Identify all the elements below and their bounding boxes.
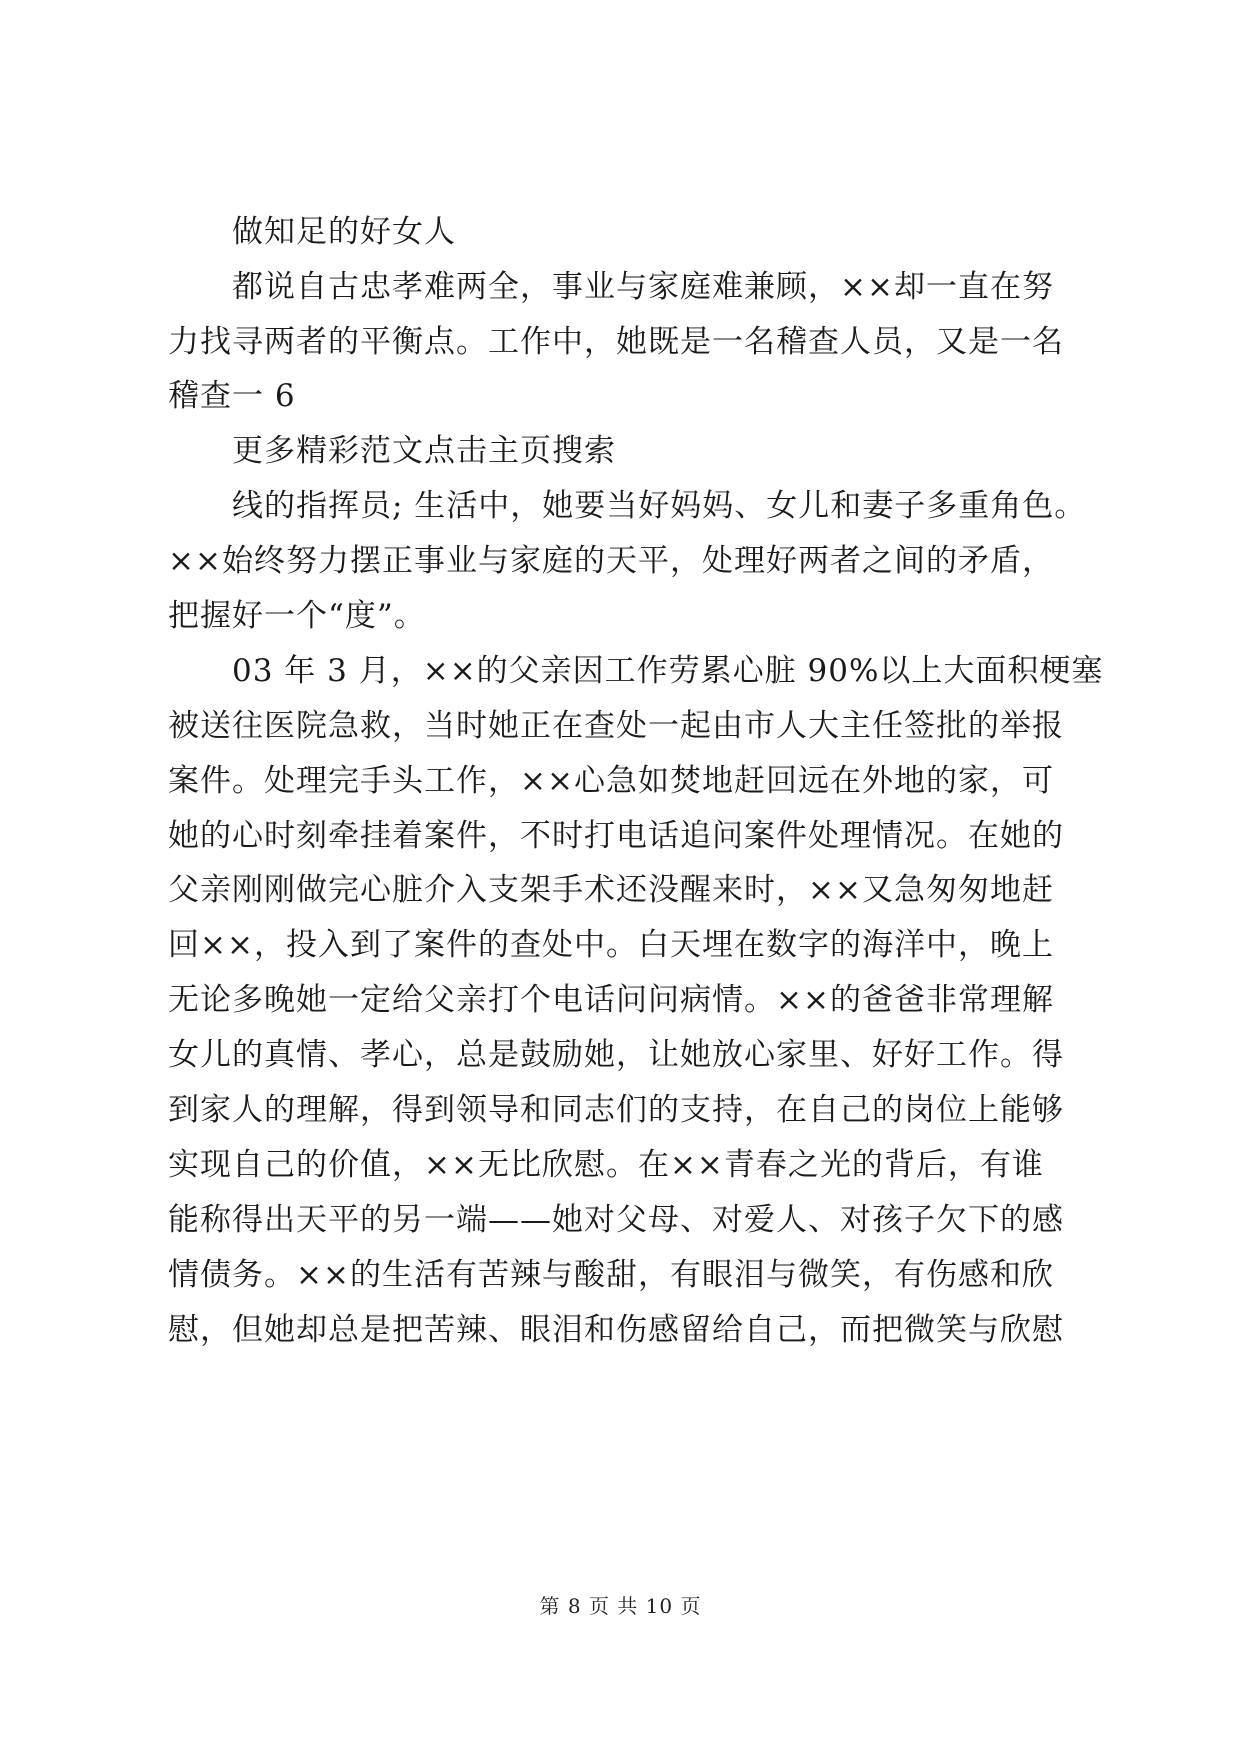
paragraph-4-line-6: 回××，投入到了案件的查处中。白天埋在数字的海洋中，晚上 [168,927,1054,963]
promo-line: 更多精彩范文点击主页搜索 [232,433,616,469]
paragraph-1-line-2: 力找寻两者的平衡点。工作中，她既是一名稽查人员，又是一名 [168,324,1064,360]
paragraph-4-line-7: 无论多晚她一定给父亲打个电话问问病情。××的爸爸非常理解 [168,982,1054,1018]
paragraph-4-line-1: 03 年 3 月，××的父亲因工作劳累心脏 90%以上大面积梗塞 [232,653,1104,689]
document-title: 做知足的好女人 [232,214,456,250]
paragraph-4-line-11: 能称得出天平的另一端——她对父母、对爱人、对孩子欠下的感 [168,1202,1064,1238]
paragraph-4-line-3: 案件。处理完手头工作，××心急如焚地赶回远在外地的家，可 [168,763,1054,799]
paragraph-4-line-4: 她的心时刻牵挂着案件，不时打电话追问案件处理情况。在她的 [168,818,1064,854]
paragraph-3-line-2: ××始终努力摆正事业与家庭的天平，处理好两者之间的矛盾， [168,543,1054,579]
paragraph-3-line-1: 线的指挥员; 生活中，她要当好妈妈、女儿和妻子多重角色。 [232,488,1087,524]
paragraph-4-line-9: 到家人的理解，得到领导和同志们的支持，在自己的岗位上能够 [168,1092,1064,1128]
paragraph-4-line-10: 实现自己的价值，××无比欣慰。在××青春之光的背后，有谁 [168,1147,1044,1183]
paragraph-1-line-3: 稽查一 6 [168,378,296,414]
paragraph-3-line-3: 把握好一个“度”。 [168,598,426,634]
paragraph-4-line-2: 被送往医院急救，当时她正在查处一起由市人大主任签批的举报 [168,708,1064,744]
paragraph-4-line-12: 情债务。××的生活有苦辣与酸甜，有眼泪与微笑，有伤感和欣 [168,1257,1054,1293]
paragraph-4-line-13: 慰，但她却总是把苦辣、眼泪和伤感留给自己，而把微笑与欣慰 [168,1312,1064,1348]
page-number-footer: 第 8 页 共 10 页 [539,1594,702,1618]
paragraph-4-line-5: 父亲刚刚做完心脏介入支架手术还没醒来时，××又急匆匆地赶 [168,872,1054,908]
paragraph-1-line-1: 都说自古忠孝难两全，事业与家庭难兼顾，××却一直在努 [232,269,1054,305]
paragraph-4-line-8: 女儿的真情、孝心，总是鼓励她，让她放心家里、好好工作。得 [168,1037,1064,1073]
